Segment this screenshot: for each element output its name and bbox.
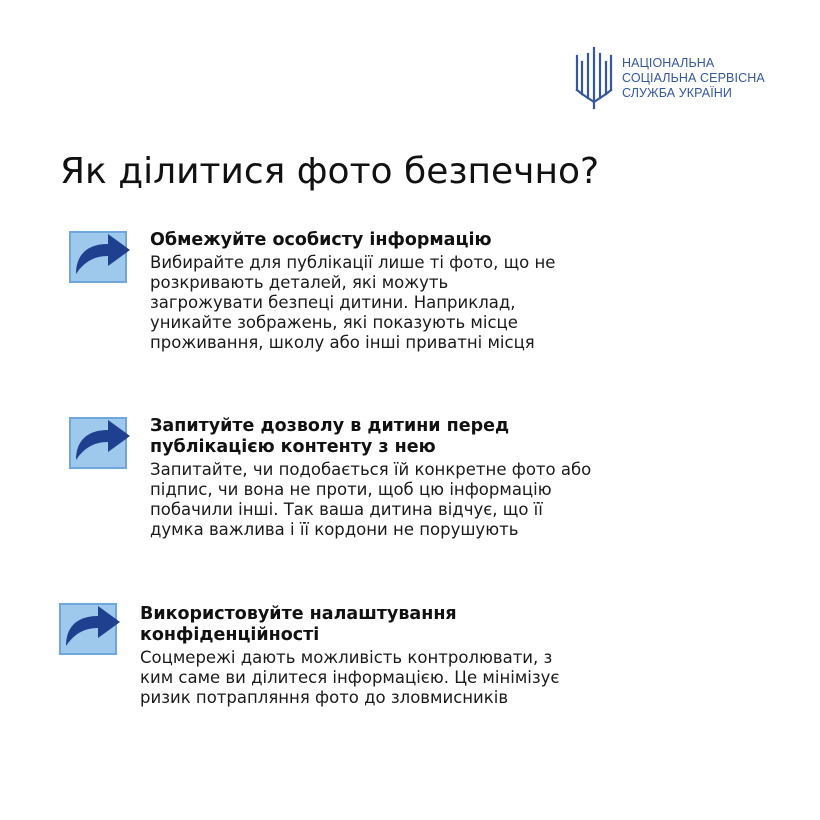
tip-limit-personal-info bbox=[66, 228, 555, 353]
tip-body bbox=[140, 648, 559, 708]
tip-body-line: проживання, школу або інші приватні місця bbox=[150, 333, 535, 352]
tip-body-line: ким саме ви ділитеся інформацією. Це мінімізує bbox=[140, 668, 560, 687]
forward-arrow-icon bbox=[56, 600, 122, 658]
tip-heading: Використовуйте налаштування bbox=[140, 604, 457, 624]
forward-arrow-icon bbox=[66, 414, 132, 472]
tip-body bbox=[150, 460, 591, 540]
org-name-line: СЛУЖБА УКРАЇНИ bbox=[622, 85, 732, 100]
tip-body-line: ризик потрапляння фото до зловмисників bbox=[140, 688, 509, 707]
tip-body-line: побачили інші. Так ваша дитина відчує, що її bbox=[150, 500, 543, 519]
page-title: Як ділитися фото безпечно? bbox=[60, 151, 600, 192]
tip-text bbox=[150, 230, 555, 353]
tip-heading: публікацією контенту з нею bbox=[150, 437, 436, 457]
tip-privacy-settings bbox=[56, 600, 559, 708]
tip-body-line: Вибирайте для публікації лише ті фото, що не bbox=[150, 253, 556, 272]
tip-body-line: уникайте зображень, які показують місце bbox=[150, 313, 518, 332]
org-name-line: НАЦІОНАЛЬНА bbox=[622, 55, 715, 70]
trident-emblem-icon bbox=[574, 46, 614, 110]
tip-ask-child-permission bbox=[66, 414, 591, 540]
tip-body bbox=[150, 253, 555, 353]
tip-body-line: Соцмережі дають можливість контролювати, з bbox=[140, 648, 553, 667]
forward-arrow-icon bbox=[66, 228, 132, 286]
org-name bbox=[622, 56, 765, 101]
tip-heading: Запитуйте дозволу в дитини перед bbox=[150, 416, 510, 436]
tip-body-line: загрожувати безпеці дитини. Наприклад, bbox=[150, 293, 516, 312]
tip-heading: Обмежуйте особисту інформацію bbox=[150, 230, 492, 250]
org-name-line: СОЦІАЛЬНА СЕРВІСНА bbox=[622, 70, 765, 85]
tip-text bbox=[150, 416, 591, 540]
tip-text bbox=[140, 604, 559, 708]
tip-body-line: підпис, чи вона не проти, щоб цю інформацію bbox=[150, 480, 552, 499]
tip-body-line: Запитайте, чи подобається їй конкретне фото або bbox=[150, 460, 592, 479]
tip-body-line: думка важлива і її кордони не порушують bbox=[150, 520, 519, 539]
tip-heading: конфіденційності bbox=[140, 625, 320, 645]
org-logo bbox=[574, 46, 765, 110]
tip-body-line: розкривають деталей, які можуть bbox=[150, 273, 449, 292]
